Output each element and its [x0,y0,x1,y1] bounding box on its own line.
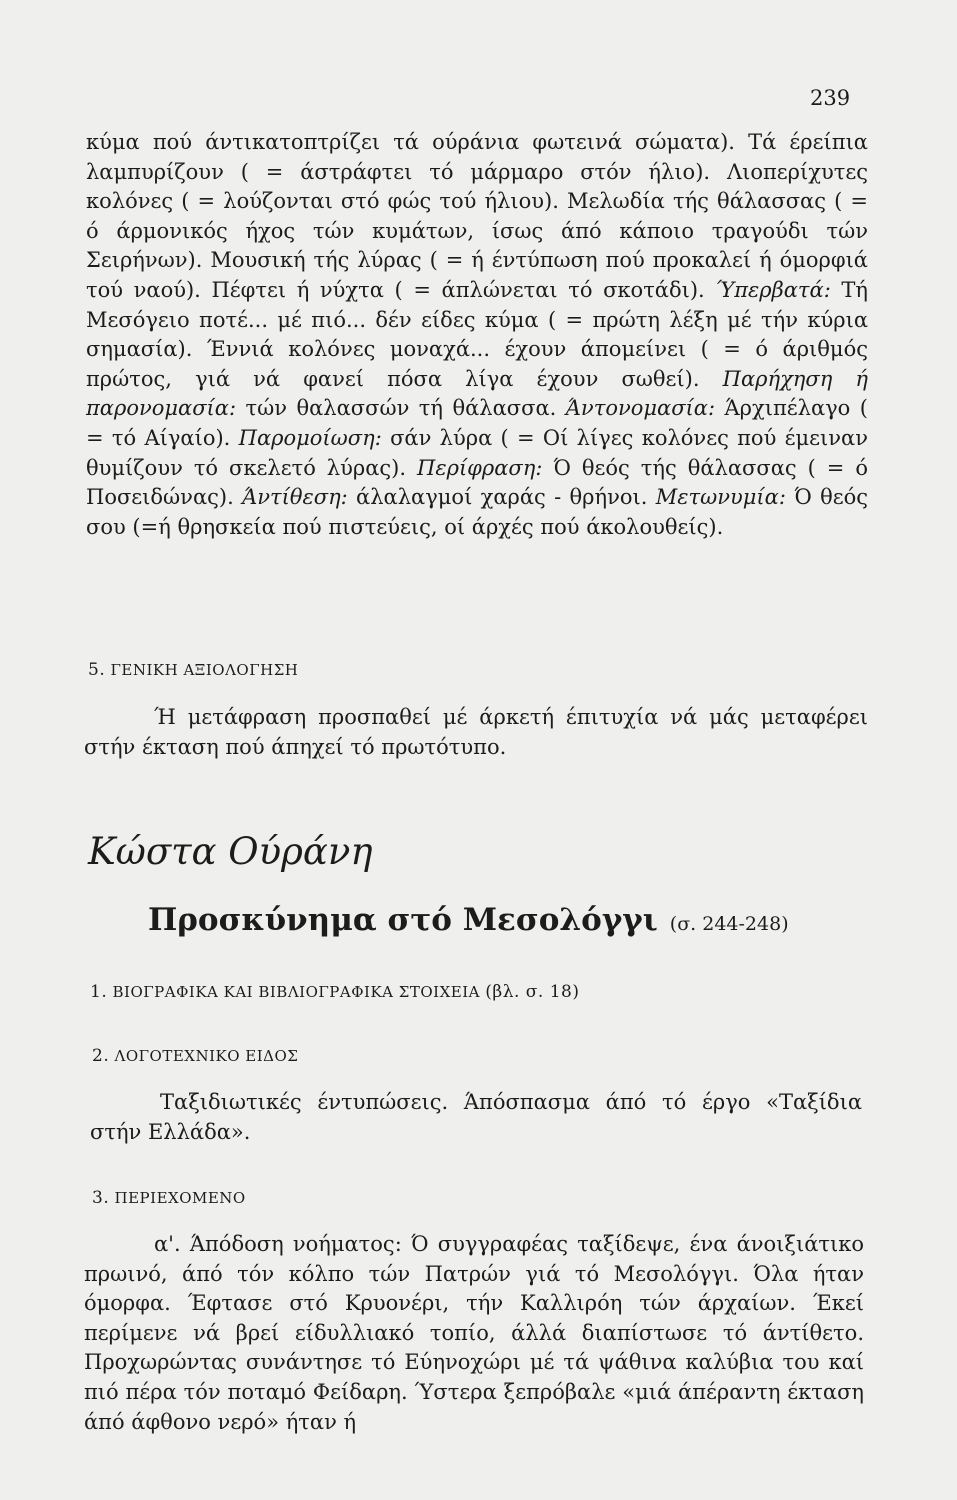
para-text-3: τών θαλασσών τή θάλασσα. [236,396,566,421]
section-3-number: 3. [92,1188,110,1208]
section-3-title: ΠΕΡΙΕΧΟΜΕΝΟ [114,1189,246,1207]
para-text-8: Ό θεός σου (=ή θρησκεία πού πιστεύεις, οί άρχές πού άκολουθείς). [86,485,868,539]
term-paronomasia: Παρήχηση ή παρονομασία: [86,366,868,421]
para-text-2: Τή Μεσόγειο ποτέ... μέ πιό... δέν είδες κύμα ( = πρώτη λέξη μέ τήν κύρια σημασία). Έννιά κολόνες μοναχά... έχουν άπομείνει ( = ό άριθμός πρώτος, γιά νά φανεί πόσα λίγα έχουν σωθεί). [86,277,869,391]
work-title [148,902,789,938]
section-1-ref: (βλ. σ. 18) [485,982,580,1002]
para-text-4: Άρχιπέλαγο ( = τό Αίγαίο). [86,396,868,450]
section-2-number: 2. [92,1046,110,1066]
section-1-number: 1. [90,982,108,1002]
work-title-text: Προσκύνημα στό Μεσολόγγι [148,902,658,938]
work-title-pages: (σ. 244-248) [669,913,789,935]
section-2-heading [92,1046,298,1066]
section-1-title: ΒΙΟΓΡΑΦΙΚΑ ΚΑΙ ΒΙΒΛΙΟΓΡΑΦΙΚΑ ΣΤΟΙΧΕΙΑ [112,983,480,1001]
section-5-text [84,703,868,762]
section-2-title: ΛΟΓΟΤΕΧΝΙΚΟ ΕΙΔΟΣ [114,1047,299,1065]
page-number: 239 [810,86,851,110]
section-5-title: ΓΕΝΙΚΗ ΑΞΙΟΛΟΓΗΣΗ [110,661,299,679]
author-name: Κώστα Ούράνη [88,830,373,873]
section-5-heading [88,660,298,680]
term-antithesis: Άντίθεση: [242,485,348,510]
term-hyperbaton: Ύπερβατά: [715,277,831,302]
para-text-6: Ό θεός τής θάλασσας ( = ό Ποσειδώνας). [86,455,868,510]
section-3-body: Ό συγγραφέας ταξίδεψε, ένα άνοιξιάτικο πρωινό, άπό τόν κόλπο τών Πατρών γιά τό Μεσολόγγι. Όλα ήταν όμορφα. Έφτασε στό Κρυονέρι, τήν Καλλιρόη τών άρχαίων. Έκεί περίμενε νά βρεί είδυλλιακό τοπίο, άλλά διαπίστωσε τό άντίθετο. Προχωρώντας συνάντησε τό Εύηνοχώρι μέ τά ψάθινα καλύβια του καί πιό πέρα τόν ποταμό Φείδαρη. Ύστερα ξεπρόβαλε «μιά άπέραντη έκταση άπό άφθονο νερό» ήταν ή [84,1232,864,1434]
section-3-text [84,1230,864,1437]
section-2-text [90,1088,862,1147]
section-5-number: 5. [88,660,106,680]
section-3-heading [92,1188,246,1208]
para-text-7: άλαλαγμοί χαράς - θρήνοι. [347,485,656,510]
term-simile: Παρομοίωση: [238,425,382,450]
term-metonymy: Μετωνυμία: [655,485,786,510]
term-periphrasis: Περίφραση: [417,455,543,480]
section-1-heading [90,982,579,1002]
para-text-1: κύμα πού άντικατοπτρίζει τά ούράνια φωτεινά σώματα). Τά έρείπια λαμπυρίζουν ( = άστράφτει τό μάρμαρο στόν ήλιο). Λιοπερίχυτες κολόνες ( = λούζονται στό φώς τού ήλιου). Μελωδία τής θάλασσας ( = ό άρμονικός ήχος τών κυμάτων, ίσως άπό κάποιο τραγούδι τών Σειρήνων). Μουσική τής λύρας ( = ή έντύπωση πού προκαλεί ή όμορφιά τού ναού). Πέφτει ή νύχτα ( = άπλώνεται τό σκοτάδι). [86,130,868,302]
section-5-body: Ή μετάφραση προσπαθεί μέ άρκετή έπιτυχία νά μάς μεταφέρει στήν έκταση πού άπηχεί τό πρωτότυπο. [84,705,868,759]
para-text-5: σάν λύρα ( = Οί λίγες κολόνες πού έμειναν θυμίζουν τό σκελετό λύρας). [86,425,868,480]
figures-of-speech-paragraph [86,128,868,542]
term-antonomasia: Άντονομασία: [565,396,716,421]
section-2-body: Ταξιδιωτικές έντυπώσεις. Άπόσπασμα άπό τό έργο «Ταξίδια στήν Ελλάδα». [90,1090,862,1144]
section-3-label: α'. Άπόδοση νοήματος: [154,1232,402,1256]
